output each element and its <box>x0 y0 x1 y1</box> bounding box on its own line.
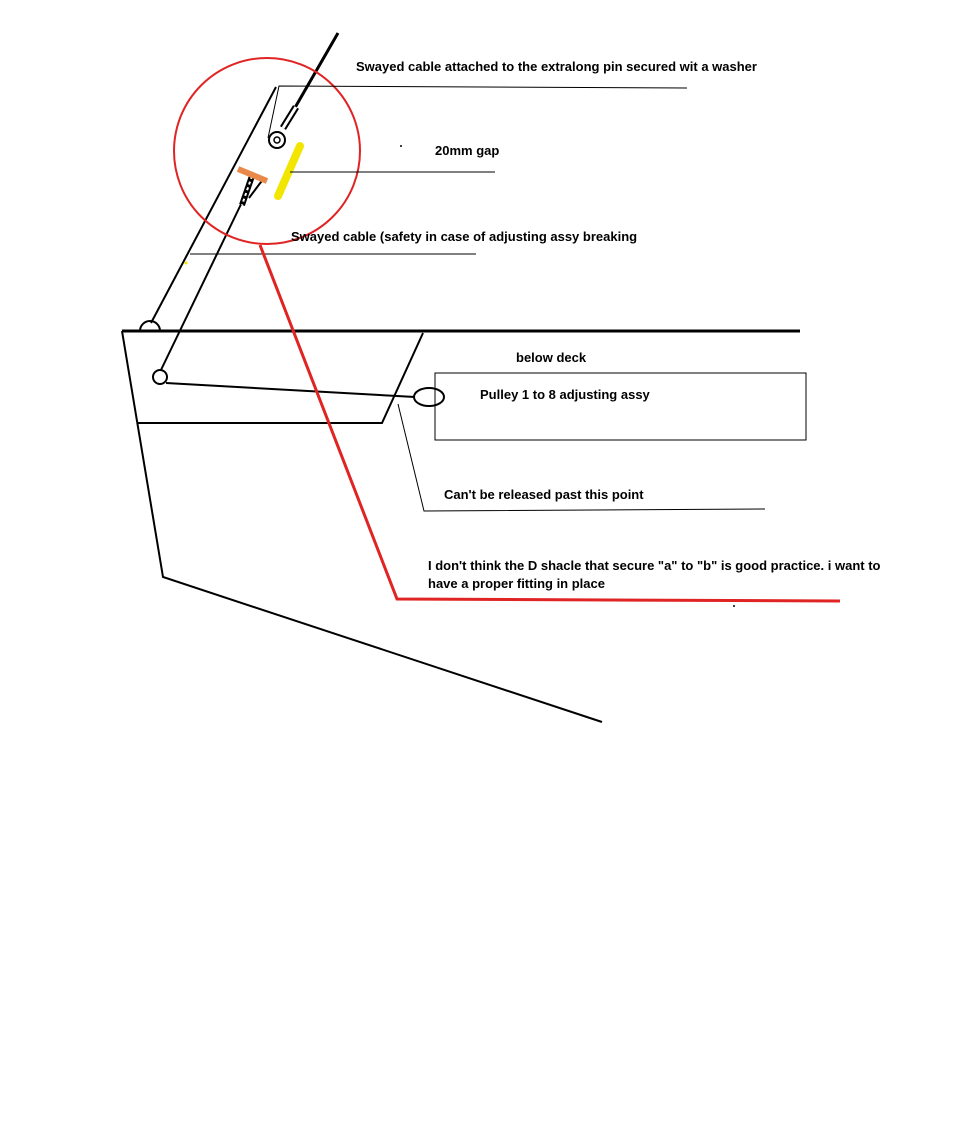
label-pulley: Pulley 1 to 8 adjusting assy <box>480 387 650 402</box>
label-swayed-cable-pin: Swayed cable attached to the extralong pin secured wit a washer <box>356 59 757 74</box>
label-gap: 20mm gap <box>435 143 500 158</box>
stray-mark <box>400 145 402 147</box>
pulley-block-icon <box>414 388 444 406</box>
adjuster-fitting <box>238 169 267 205</box>
leader-lines <box>268 86 765 511</box>
pin-label-leader <box>268 86 687 138</box>
label-note-line1: I don't think the D shacle that secure "a" to "b" is good practice. i want to <box>428 558 881 573</box>
stray-yellow-dot <box>185 262 188 265</box>
label-note-line2: have a proper fitting in place <box>428 576 605 591</box>
adjusting-cable <box>160 198 244 372</box>
stray-mark <box>733 605 735 607</box>
below-deck-compartment <box>138 333 423 423</box>
label-release-limit: Can't be released past this point <box>444 487 644 502</box>
label-swayed-cable-safety: Swayed cable (safety in case of adjusting assy breaking <box>291 229 638 244</box>
hull-structure <box>122 331 800 722</box>
tackle-line <box>166 383 415 397</box>
turning-block-icon <box>153 370 167 384</box>
pulley-assy-box <box>435 373 806 440</box>
gap-marker <box>278 146 300 196</box>
label-below-deck: below deck <box>516 350 587 365</box>
swayed-cable-safety <box>151 87 276 323</box>
